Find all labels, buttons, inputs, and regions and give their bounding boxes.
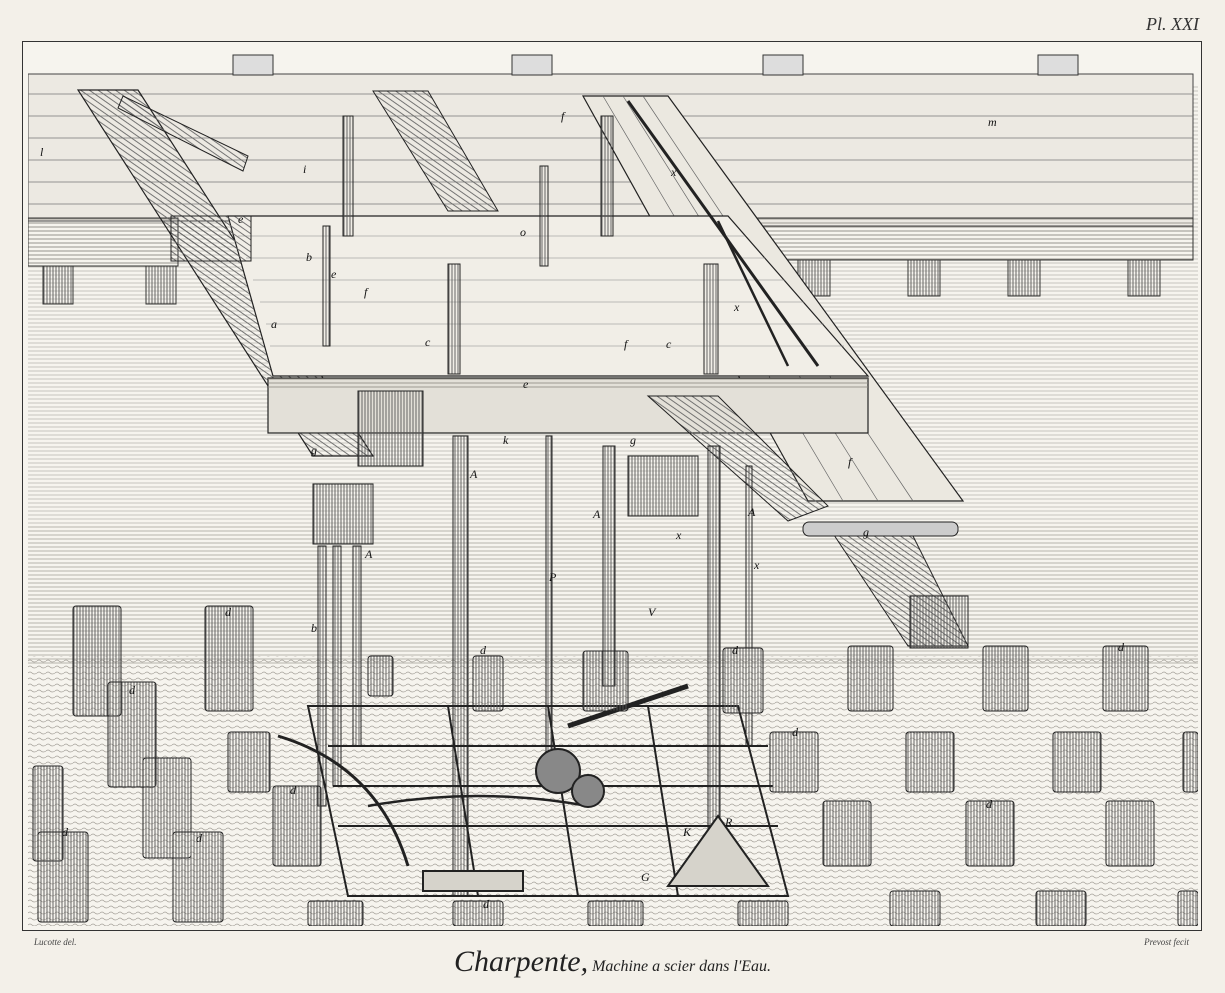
label-f-2: f — [561, 109, 565, 123]
plate-caption — [0, 945, 1225, 979]
label-e-3: e — [523, 377, 529, 391]
label-x-4: x — [754, 558, 760, 572]
label-d-7: d — [732, 643, 738, 657]
plate-number: Pl. XXI — [1146, 14, 1199, 34]
label-d-3: d — [62, 825, 68, 839]
label-K: K — [683, 825, 692, 839]
label-b-2: b — [311, 621, 317, 635]
label-d-10: d — [1118, 640, 1124, 654]
label-x-1: x — [671, 165, 677, 179]
label-d-6: d — [480, 643, 486, 657]
label-G: G — [641, 870, 650, 884]
label-f-4: f — [848, 455, 852, 469]
label-b-1: b — [306, 250, 312, 264]
label-c-2: c — [666, 337, 672, 351]
label-c-1: c — [425, 335, 431, 349]
label-e-2: e — [331, 267, 337, 281]
label-x-3: x — [676, 528, 682, 542]
label-a: a — [271, 317, 277, 331]
label-d-9: d — [986, 797, 992, 811]
label-g-2: g — [630, 433, 636, 447]
label-o: o — [520, 225, 526, 239]
label-P: P — [549, 570, 557, 584]
label-d-8: d — [792, 725, 798, 739]
credit-draftsman: Lucotte del. — [34, 937, 77, 947]
label-d-5: d — [290, 783, 296, 797]
credit-engraver: Prevost fecit — [1144, 937, 1189, 947]
label-i: i — [303, 162, 307, 176]
label-f-1: f — [364, 285, 368, 299]
label-d-1: d — [225, 605, 231, 619]
label-A-2: A — [593, 507, 601, 521]
label-R: R — [725, 815, 733, 829]
label-d-11: d — [483, 897, 489, 911]
label-A-1: A — [470, 467, 478, 481]
label-A-3: A — [748, 505, 756, 519]
label-k: k — [503, 433, 509, 447]
caption-title: Charpente, — [453, 945, 589, 978]
label-m: m — [988, 115, 997, 129]
label-e-1: e — [238, 212, 244, 226]
label-g-3: g — [863, 525, 869, 539]
engraving-illustration — [28, 46, 1198, 926]
label-f-3: f — [624, 337, 628, 351]
label-d-4: d — [196, 831, 202, 845]
label-V: V — [648, 605, 656, 619]
label-x-2: x — [734, 300, 740, 314]
caption-subtitle: Machine a scier dans l'Eau. — [592, 958, 772, 975]
label-g-1: g — [311, 443, 317, 457]
label-d-2: d — [129, 683, 135, 697]
label-l: l — [40, 145, 44, 159]
label-A-4: A — [365, 547, 373, 561]
